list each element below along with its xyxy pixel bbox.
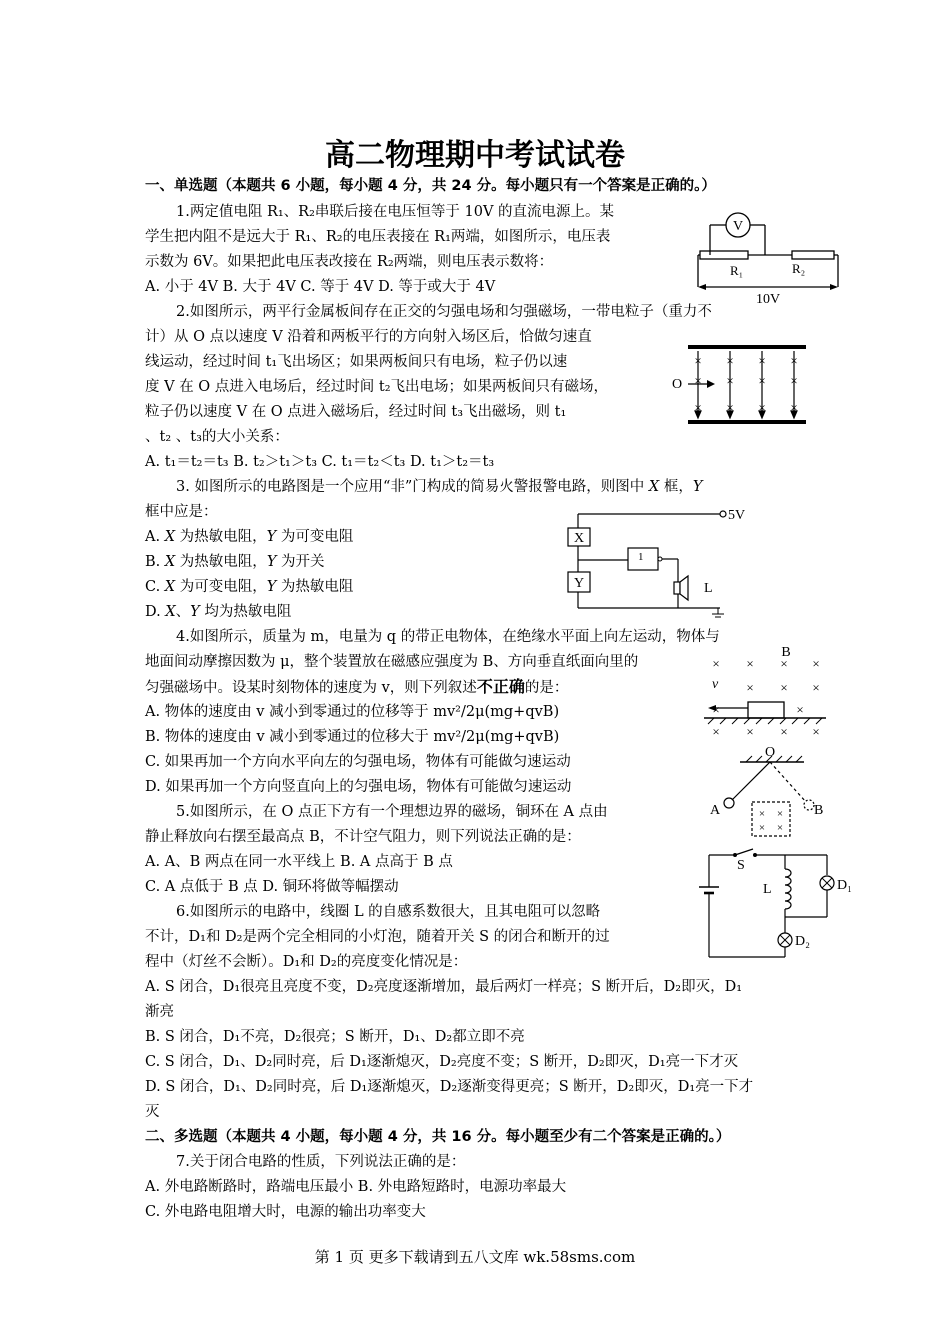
q6-line1: 6.如图所示的电路中，线圈 L 的自感系数很大，且其电阻可以忽略 bbox=[176, 904, 601, 920]
q7-options-ab: A. 外电路断路时，路端电压最小 B. 外电路短路时，电源功率最大 bbox=[145, 1179, 567, 1195]
svg-text:×: × bbox=[746, 724, 754, 739]
q4-line1: 4.如图所示，质量为 m，电量为 q 的带正电物体，在绝缘水平面上向左运动，物体与 bbox=[176, 629, 720, 645]
alarm-bell-icon bbox=[674, 582, 680, 594]
point-b-label: B bbox=[814, 803, 824, 818]
section1-heading: 一、单选题（本题共 6 小题，每小题 4 分，共 24 分。每小题只有一个答案是正确的。） bbox=[145, 178, 716, 194]
svg-text:×: × bbox=[694, 373, 702, 388]
q6-option-b: B. S 闭合，D₁不亮，D₂很亮；S 断开，D₁、D₂都立即不亮 bbox=[145, 1029, 525, 1045]
box-y-label: Y bbox=[573, 576, 585, 591]
svg-text:×: × bbox=[726, 373, 734, 388]
svg-text:×: × bbox=[758, 400, 766, 415]
svg-text:×: × bbox=[694, 400, 702, 415]
svg-text:×: × bbox=[790, 400, 798, 415]
switch-s bbox=[735, 849, 753, 855]
lamp-d1-label: D₁ bbox=[837, 878, 852, 893]
q4-line2: 地面间动摩擦因数为 μ，整个装置放在磁感应强度为 B、方向垂直纸面向里的 bbox=[145, 654, 639, 670]
q5-pendulum-figure bbox=[700, 740, 840, 840]
q6-line2: 不计，D₁和 D₂是两个完全相同的小灯泡，随着开关 S 的闭合和断开的过 bbox=[145, 929, 610, 945]
q1-circuit-figure bbox=[690, 205, 850, 307]
svg-text:×: × bbox=[790, 353, 798, 368]
q1-line3: 示数为 6V。如果把此电压表改接在 R₂两端，则电压表示数将： bbox=[145, 254, 554, 270]
page-title: 高二物理期中考试试卷 bbox=[325, 138, 625, 173]
q7-line1: 7.关于闭合电路的性质，下列说法正确的是： bbox=[176, 1154, 466, 1170]
q1-line1: 1.两定值电阻 R₁、R₂串联后接在电压恒等于 10V 的直流电源上。某 bbox=[176, 204, 615, 220]
svg-text:×: × bbox=[780, 680, 788, 695]
q2-line6: 、t₂ 、t₃的大小关系： bbox=[145, 429, 289, 445]
svg-text:×: × bbox=[776, 822, 784, 834]
svg-text:×: × bbox=[758, 822, 766, 834]
q4-option-a: A. 物体的速度由 v 减小到零通过的位移等于 mv²/2μ(mg+qvB) bbox=[145, 704, 560, 720]
svg-text:×: × bbox=[726, 353, 734, 368]
q4-line3: 匀强磁场中。设某时刻物体的速度为 v，则下列叙述不正确的是： bbox=[145, 677, 569, 696]
q2-line1: 2.如图所示，两平行金属板间存在正交的匀强电场和匀强磁场，一带电粒子（重力不 bbox=[176, 304, 712, 320]
box-x-label: X bbox=[573, 531, 585, 546]
charged-block bbox=[748, 702, 784, 718]
inductor-l-label: L bbox=[763, 882, 772, 897]
q4-option-d: D. 如果再加一个方向竖直向上的匀强电场，物体有可能做匀速运动 bbox=[145, 779, 572, 795]
svg-text:×: × bbox=[746, 680, 754, 695]
q3-option-d: D. X、Y 均为热敏电阻 bbox=[145, 604, 292, 620]
lower-plate bbox=[688, 420, 806, 424]
q2-line5: 粒子仍以速度 V 在 O 点进入磁场后，经过时间 t₃飞出磁场，则 t₁ bbox=[145, 404, 567, 420]
q5-options-ab: A. A、B 两点在同一水平线上 B. A 点高于 B 点 bbox=[145, 854, 453, 870]
svg-text:×: × bbox=[712, 724, 720, 739]
svg-text:×: × bbox=[790, 373, 798, 388]
switch-s-label: S bbox=[737, 858, 745, 873]
resistor-r1 bbox=[700, 251, 748, 259]
q6-option-d-line1: D. S 闭合，D₁、D₂同时亮，后 D₁逐渐熄灭，D₂逐渐变得更亮；S 断开，D₂即灭，D₁亮一下才 bbox=[145, 1079, 754, 1095]
section2-heading: 二、多选题（本题共 4 小题，每小题 4 分，共 16 分。每小题至少有二个答案是正确的。） bbox=[145, 1129, 731, 1145]
q3-line2: 框中应是： bbox=[145, 504, 218, 520]
q3-option-c: C. X 为可变电阻，Y 为热敏电阻 bbox=[145, 579, 354, 595]
q2-line3: 线运动，经过时间 t₁飞出场区；如果两板间只有电场，粒子仍以速 bbox=[145, 354, 568, 370]
q6-option-d-line2: 灭 bbox=[145, 1104, 160, 1120]
q2-plates-figure bbox=[670, 345, 820, 427]
pivot-o-label: O bbox=[764, 745, 776, 760]
q1-line2: 学生把内阻不是远大于 R₁、R₂的电压表接在 R₁两端，如图所示，电压表 bbox=[145, 229, 611, 245]
q3-line1: 3. 如图所示的电路图是一个应用“非”门构成的简易火警报警电路，则图中 X 框，Y bbox=[176, 479, 703, 495]
not-gate-label: 1 bbox=[638, 551, 644, 563]
q2-line2: 计）从 O 点以速度 V 沿着和两板平行的方向射入场区后，恰做匀速直 bbox=[145, 329, 592, 345]
svg-text:×: × bbox=[812, 680, 820, 695]
q6-option-c: C. S 闭合，D₁、D₂同时亮，后 D₁逐渐熄灭，D₂亮度不变；S 断开，D₂即灭，D₁亮一下才灭 bbox=[145, 1054, 739, 1070]
svg-text:×: × bbox=[780, 656, 788, 671]
q5-options-cd: C. A 点低于 B 点 D. 铜环将做等幅摆动 bbox=[145, 879, 399, 895]
supply-voltage-label: 5V bbox=[728, 508, 746, 523]
svg-text:×: × bbox=[758, 353, 766, 368]
q6-line3: 程中（灯丝不会断）。D₁和 D₂的亮度变化情况是： bbox=[145, 954, 468, 970]
svg-text:×: × bbox=[758, 373, 766, 388]
q3-option-b: B. X 为热敏电阻，Y 为开关 bbox=[145, 554, 325, 570]
svg-text:×: × bbox=[712, 656, 720, 671]
q4-option-c: C. 如果再加一个方向水平向左的匀强电场，物体有可能做匀速运动 bbox=[145, 754, 571, 770]
svg-text:×: × bbox=[694, 353, 702, 368]
r2-label: R₂ bbox=[792, 261, 806, 276]
q4-magnetic-field-figure bbox=[700, 640, 830, 740]
svg-text:×: × bbox=[796, 702, 804, 717]
svg-text:×: × bbox=[780, 724, 788, 739]
copper-ring-a bbox=[724, 798, 734, 808]
q6-self-inductance-figure bbox=[695, 845, 865, 975]
q5-line2: 静止释放向右摆至最高点 B，不计空气阻力，则下列说法正确的是： bbox=[145, 829, 581, 845]
svg-text:×: × bbox=[812, 656, 820, 671]
svg-text:×: × bbox=[776, 808, 784, 820]
r1-label: R₁ bbox=[730, 263, 744, 278]
copper-ring-b bbox=[804, 800, 814, 810]
field-region bbox=[752, 802, 790, 836]
svg-text:×: × bbox=[726, 400, 734, 415]
q2-options: A. t₁＝t₂＝t₃ B. t₂＞t₁＞t₃ C. t₁＝t₂＜t₃ D. t₁＞t₂＝t₃ bbox=[145, 454, 495, 470]
inductor-coil-icon bbox=[785, 869, 791, 909]
q6-option-a-line1: A. S 闭合，D₁很亮且亮度不变，D₂亮度逐渐增加，最后两灯一样亮；S 断开后，D₂即灭，D₁ bbox=[145, 979, 743, 995]
q3-alarm-circuit-figure bbox=[560, 500, 770, 620]
q4-option-b: B. 物体的速度由 v 减小到零通过的位移大于 mv²/2μ(mg+qvB) bbox=[145, 729, 560, 745]
svg-text:×: × bbox=[812, 724, 820, 739]
q3-option-a: A. X 为热敏电阻，Y 为可变电阻 bbox=[145, 529, 354, 545]
q7-option-c: C. 外电路电阻增大时，电源的输出功率变大 bbox=[145, 1204, 426, 1220]
svg-text:×: × bbox=[712, 702, 720, 717]
q2-line4: 度 V 在 O 点进入电场后，经过时间 t₂飞出电场；如果两板间只有磁场， bbox=[145, 379, 609, 395]
page-footer: 第 1 页 更多下载请到五八文库 wk.58sms.com bbox=[314, 1248, 636, 1266]
resistor-r2 bbox=[792, 251, 834, 259]
field-b-label: B bbox=[781, 645, 791, 660]
svg-text:×: × bbox=[746, 656, 754, 671]
bell-label: L bbox=[704, 581, 713, 596]
lamp-d2-label: D₂ bbox=[795, 934, 810, 949]
q1-options: A. 小于 4V B. 大于 4V C. 等于 4V D. 等于或大于 4V bbox=[145, 279, 496, 295]
q6-option-a-line2: 渐亮 bbox=[145, 1004, 174, 1020]
source-voltage-label: 10V bbox=[755, 292, 781, 307]
q5-line1: 5.如图所示，在 O 点正下方有一个理想边界的磁场，铜环在 A 点由 bbox=[176, 804, 608, 820]
upper-plate bbox=[688, 345, 806, 349]
svg-text:×: × bbox=[758, 808, 766, 820]
velocity-label: v bbox=[712, 677, 719, 692]
point-o-label: O bbox=[672, 377, 683, 392]
voltmeter-label: V bbox=[732, 219, 744, 234]
point-a-label: A bbox=[710, 803, 721, 818]
